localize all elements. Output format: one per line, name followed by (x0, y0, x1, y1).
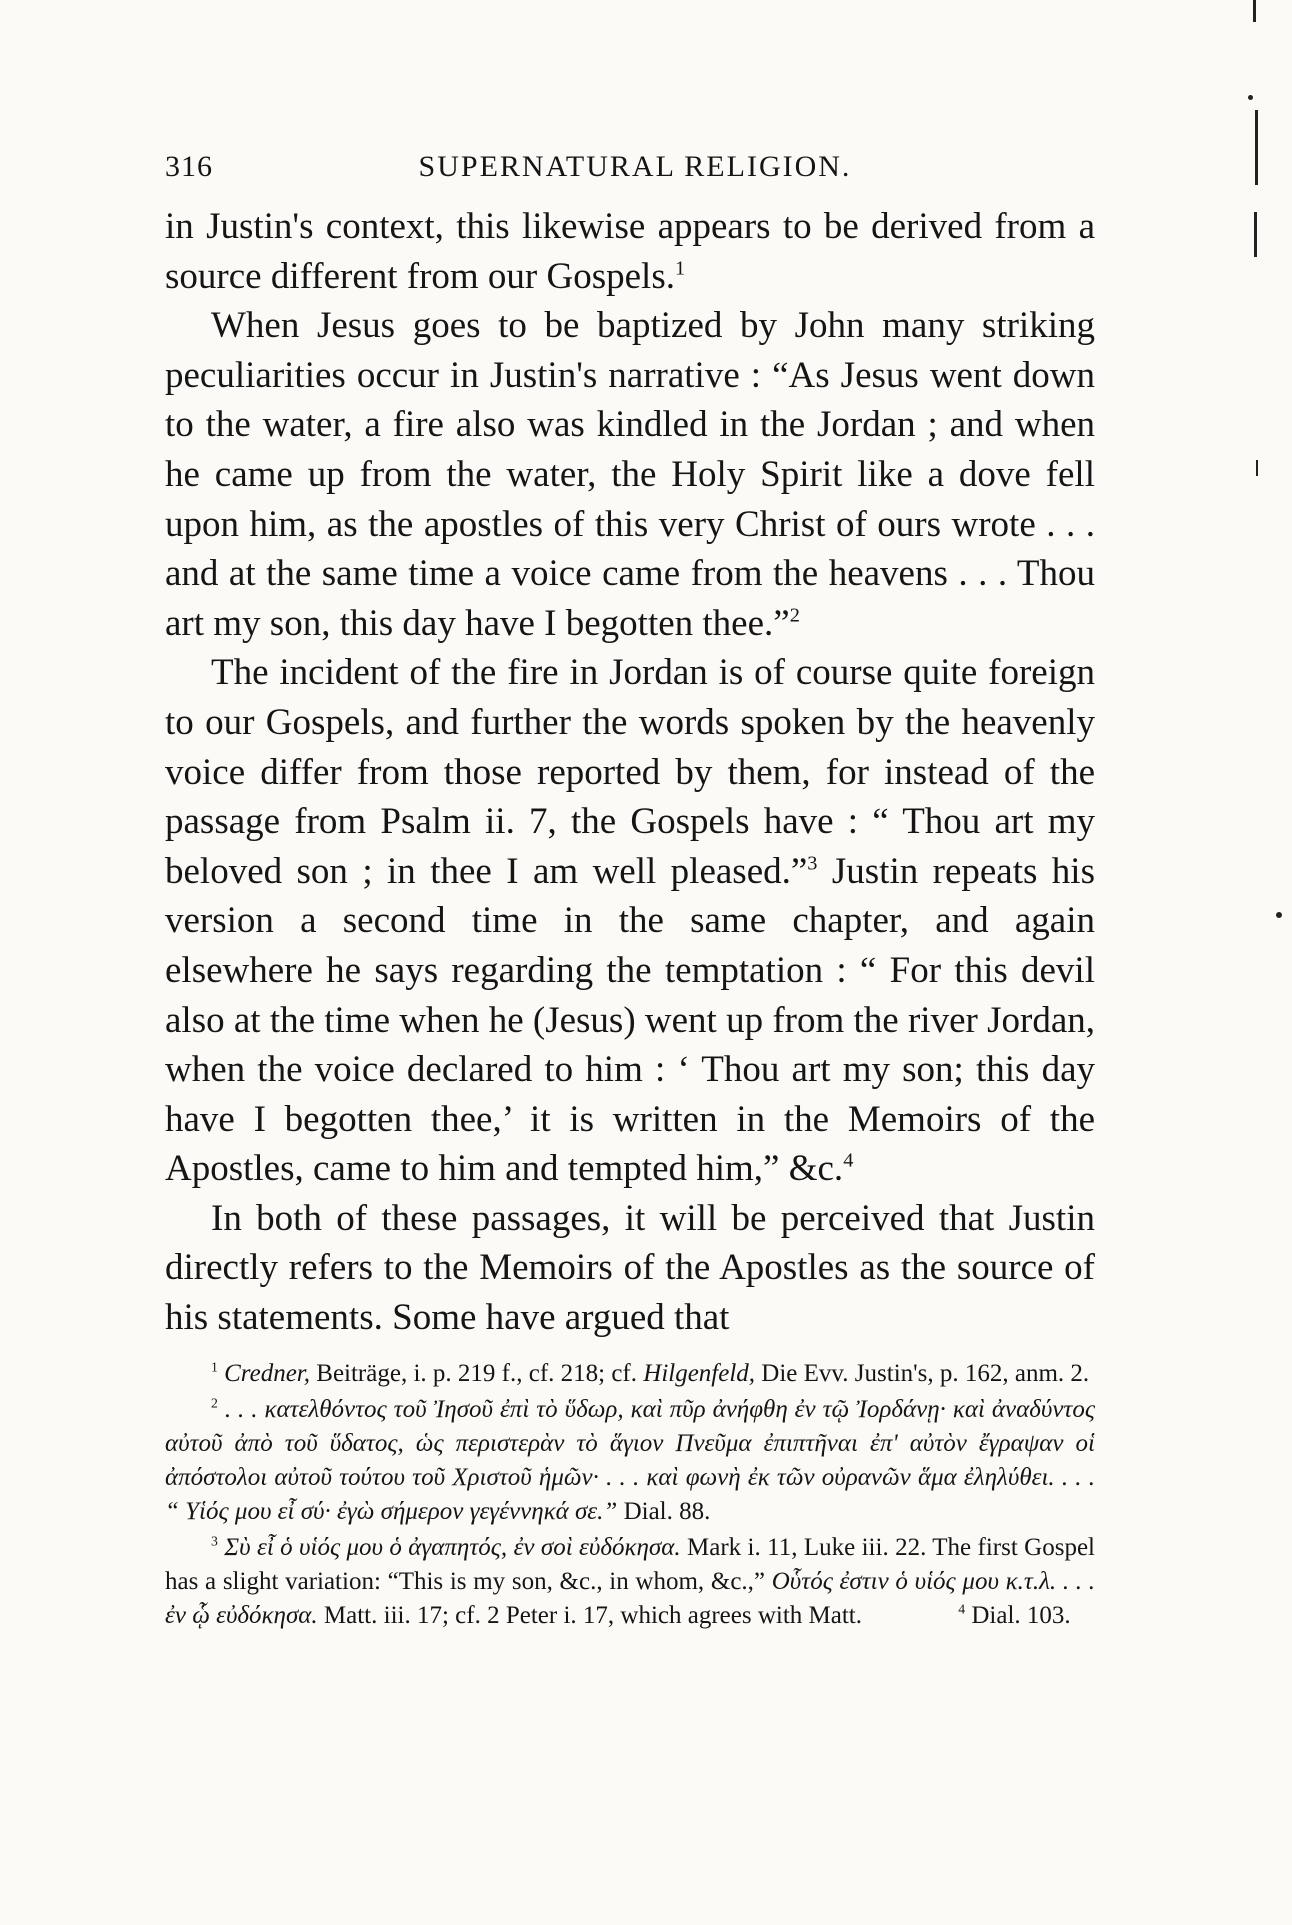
footnote-text: Beiträge, i. p. 219 f., cf. 218; cf. (310, 1359, 644, 1387)
footnote-ref: 3 (807, 852, 818, 875)
footnote-mark: 1 (211, 1359, 218, 1375)
margin-mark (1253, 0, 1256, 22)
author-name: Hilgenfeld, (643, 1359, 756, 1387)
footnote-ref: 1 (674, 257, 686, 280)
footnote-text: Mark i. 11, Luke iii. 22. The first Gospel has a slight variation: “This is my son, &c., in whom, &c.,” (165, 1533, 1096, 1595)
footnote-mark: 2 (211, 1395, 218, 1411)
running-title: SUPERNATURAL RELIGION. (418, 150, 852, 183)
paragraph (165, 202, 1095, 301)
book-page (165, 150, 1095, 1633)
greek-quote: Οὗτός ἐστιν ὁ υἱός μου κ.τ.λ. . . . ἐν ᾧ εὐδόκησα. (165, 1567, 1096, 1629)
body-text (165, 202, 1095, 1343)
footnote (165, 1531, 1095, 1633)
footnote-ref: 4 (843, 1149, 854, 1172)
paragraph (165, 648, 1095, 1194)
footnote (165, 1393, 1095, 1529)
author-name: Credner, (224, 1359, 311, 1387)
paragraph-text: in Justin's context, this likewise appears to be derived from a source different from our Gospels. (165, 206, 1095, 297)
footnote-text: Die Evv. Justin's, p. 162, anm. 2. (755, 1359, 1090, 1387)
footnote-mark: 3 (211, 1533, 218, 1549)
running-header (165, 150, 1095, 184)
paragraph (165, 1194, 1095, 1343)
paragraph (165, 301, 1095, 648)
margin-mark (1255, 110, 1258, 185)
paragraph-text: Justin repeats his version a second time in the same chapter, and again elsewhere he says regarding the temptation : “ For this devil also at the time when he (Jesus) went up from the river Jordan, when the voice declared to him : ‘ Thou art my son; this day have I begotten thee,’ it is written in the Memoirs of the Apostles, came to him and tempted him,” &c. (165, 850, 1095, 1190)
footnote-text: Matt. iii. 17; cf. 2 Peter i. 17, which agrees with Matt. (317, 1601, 862, 1629)
paragraph-text: The incident of the fire in Jordan is of course quite foreign to our Gospels, and further the words spoken by the heavenly voice differ from those reported by them, for instead of the passage from Psalm ii. 7, the Gospels have : “ Thou art my beloved son ; in thee I am well pleased.” (165, 652, 1095, 892)
footnotes (165, 1357, 1095, 1633)
greek-quote: . . . κατελθόντος τοῦ Ἰησοῦ ἐπὶ τὸ ὕδωρ, καὶ πῦρ ἀνήφθη ἐν τῷ Ἰορδάνῃ· καὶ ἀναδύντος αὐτοῦ ἀπὸ τοῦ ὕδατος, ὡς περιστερὰν τὸ ἅγιον Πνεῦμα ἐπιπτῆναι ἐπ' αὐτὸν ἔγραψαν οἱ ἀπόστολοι αὐτοῦ τούτου τοῦ Χριστοῦ ἡμῶν· . . . καὶ φωνὴ ἐκ τῶν οὐρανῶν ἅμα ἐληλύθει. . . . “ Υἱός μου εἶ σύ· ἐγὼ σήμερον γεγέννηκά σε.” (165, 1395, 1096, 1525)
page-number: 316 (165, 150, 213, 183)
margin-dot (1248, 95, 1253, 100)
margin-mark (1254, 212, 1257, 257)
greek-quote: Σὺ εἶ ὁ υἱός μου ὁ ἀγαπητός, ἐν σοὶ εὐδόκησα. (224, 1533, 681, 1561)
margin-mark (1256, 460, 1258, 476)
footnote-ref: 2 (789, 604, 800, 627)
paragraph-text: In both of these passages, it will be perceived that Justin directly refers to the Memoirs of the Apostles as the source of his statements. Some have argued that (165, 1197, 1095, 1339)
citation: Dial. 88. (623, 1497, 711, 1525)
footnote-mark: 4 (958, 1601, 966, 1617)
margin-dot (1276, 912, 1282, 918)
footnote (165, 1357, 1095, 1391)
citation: Dial. 103. (971, 1601, 1071, 1629)
paragraph-text: When Jesus goes to be baptized by John many striking peculiarities occur in Justin's narrative : “As Jesus went down to the water, a fire also was kindled in the Jordan ; and when he came up from the water, the Holy Spirit like a dove fell upon him, as the apostles of this very Christ of ours wrote . . . and at the same time a voice came from the heavens . . . Thou art my son, this day have I begotten thee.” (165, 305, 1095, 644)
